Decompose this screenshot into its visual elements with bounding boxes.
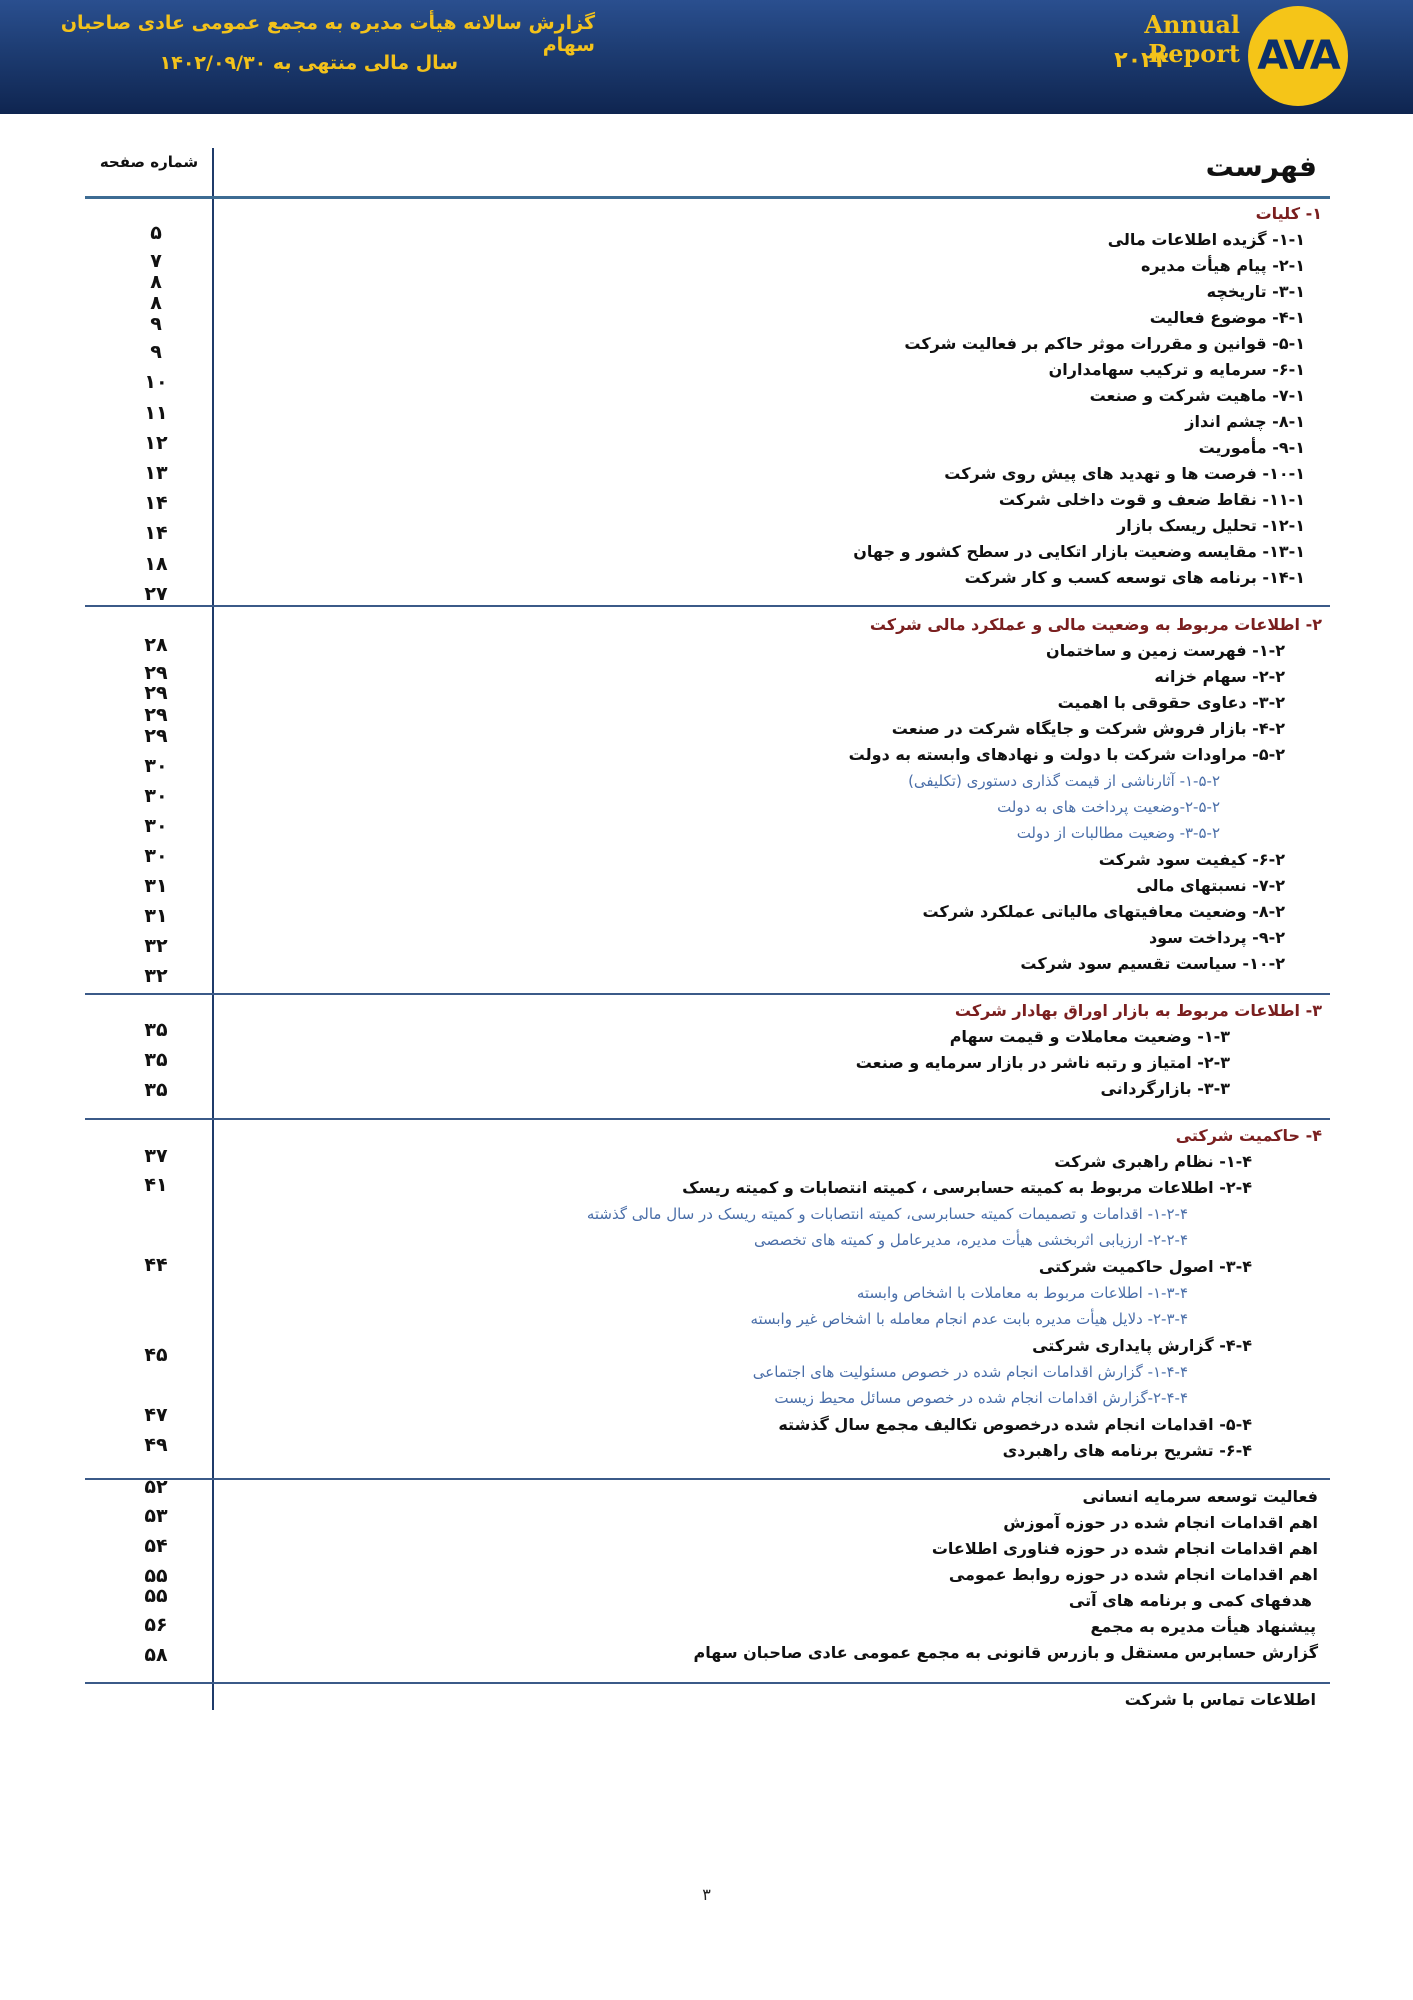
toc-entry[interactable]: ۲-۳- امتیاز و رتبه ناشر در بازار سرمایه و صنعت xyxy=(855,1053,1230,1072)
toc-entry[interactable]: ۵-۲- مراودات شرکت با دولت و نهادهای وابسته به دولت xyxy=(848,745,1285,764)
section-rule xyxy=(85,605,1330,607)
toc-entry[interactable]: ۲-۱- پیام هیأت مدیره xyxy=(1140,256,1305,275)
toc-page-number: ۳۲ xyxy=(144,965,168,987)
toc-page-number: ۴۵ xyxy=(144,1344,168,1366)
toc-entry[interactable]: ۲-۲-۴- ارزیابی اثربخشی هیأت مدیره، مدیرعامل و کمیته های تخصصی xyxy=(754,1231,1188,1249)
toc-page-number: ۳۱ xyxy=(144,875,168,897)
toc-page-number: ۸ xyxy=(150,271,162,293)
toc-entry[interactable]: ۱۰-۱- فرصت ها و تهدید های پیش روی شرکت xyxy=(944,464,1305,483)
logo-text: AVA xyxy=(1257,33,1339,79)
report-title-en: Annual Report xyxy=(1144,10,1240,68)
toc-page-number: ۵۵ xyxy=(144,1585,168,1607)
toc-entry[interactable]: ۲-۴- اطلاعات مربوط به کمیته حسابرسی ، کمیته انتصابات و کمیته ریسک xyxy=(682,1178,1252,1197)
toc-entry[interactable]: ۱-۴-۴- گزارش اقدامات انجام شده در خصوص مسئولیت های اجتماعی xyxy=(752,1363,1188,1381)
toc-entry[interactable]: ۱-۴- نظام راهبری شرکت xyxy=(1054,1152,1252,1171)
toc-entry[interactable]: ۱۰-۲- سیاست تقسیم سود شرکت xyxy=(1020,954,1285,973)
toc-page-number: ۹ xyxy=(150,313,162,335)
toc-entry[interactable]: ۶-۲- کیفیت سود شرکت xyxy=(1098,850,1285,869)
toc-entry[interactable]: ۸-۱- چشم انداز xyxy=(1185,412,1305,431)
toc-entry[interactable]: اطلاعات تماس با شرکت xyxy=(1124,1690,1316,1709)
toc-entry[interactable]: ۷-۱- ماهیت شرکت و صنعت xyxy=(1089,386,1305,405)
report-year: ۲۰۲۳ xyxy=(1114,48,1168,73)
toc-entry[interactable]: ۴-۲- بازار فروش شرکت و جایگاه شرکت در صنعت xyxy=(891,719,1285,738)
toc-entry[interactable]: ۱-۲- فهرست زمین و ساختمان xyxy=(1046,641,1285,660)
toc-page-number: ۵۴ xyxy=(144,1535,168,1557)
toc-title: فهرست xyxy=(1205,150,1317,183)
toc-page-number: ۵۲ xyxy=(144,1476,168,1498)
toc-page-number: ۵۳ xyxy=(144,1505,168,1527)
toc-page-number: ۲۹ xyxy=(144,725,168,747)
toc-page-number: ۲۷ xyxy=(144,583,168,605)
toc-entry[interactable]: ۱۲-۱- تحلیل ریسک بازار xyxy=(1117,516,1305,535)
toc-page-number: ۲۸ xyxy=(144,634,168,656)
toc-entry[interactable]: پیشنهاد هیأت مدیره به مجمع xyxy=(1090,1617,1316,1636)
toc-page-number: ۳۵ xyxy=(144,1079,168,1101)
toc-page-number: ۹ xyxy=(150,341,162,363)
company-logo xyxy=(1248,6,1348,106)
toc-page-number: ۵۸ xyxy=(144,1644,168,1666)
toc-page-number: ۸ xyxy=(150,292,162,314)
toc-entry[interactable]: ۱-۳- وضعیت معاملات و قیمت سهام xyxy=(949,1027,1230,1046)
toc-page-number: ۱۳ xyxy=(144,462,168,484)
toc-entry[interactable]: اهم اقدامات انجام شده در حوزه فناوری اطلاعات xyxy=(931,1539,1318,1558)
toc-page-number: ۳۵ xyxy=(144,1019,168,1041)
toc-entry[interactable]: ۵-۱- قوانین و مقررات موثر حاکم بر فعالیت شرکت xyxy=(904,334,1305,353)
toc-entry[interactable]: ۱۴-۱- برنامه های توسعه کسب و کار شرکت xyxy=(964,568,1305,587)
toc-entry[interactable]: ۴-۱- موضوع فعالیت xyxy=(1149,308,1305,327)
toc-entry[interactable]: ۶-۴- تشریح برنامه های راهبردی xyxy=(1002,1441,1252,1460)
toc-entry[interactable]: ۷-۲- نسبتهای مالی xyxy=(1136,876,1285,895)
toc-entry[interactable]: ۲-۲- سهام خزانه xyxy=(1154,667,1285,686)
toc-page-number: ۳۷ xyxy=(144,1145,168,1167)
toc-page-number: ۱۴ xyxy=(144,522,168,544)
toc-page-number: ۲۹ xyxy=(144,704,168,726)
section-rule xyxy=(85,1118,1330,1120)
toc-page-number: ۳۰ xyxy=(144,785,168,807)
toc-entry[interactable]: ۳-۳- بازارگردانی xyxy=(1100,1079,1230,1098)
toc-page-number: ۱۸ xyxy=(144,553,168,575)
section-rule xyxy=(85,1682,1330,1684)
page-header xyxy=(0,0,1413,114)
toc-entry[interactable]: ۱۱-۱- نقاط ضعف و قوت داخلی شرکت xyxy=(998,490,1305,509)
toc-page-number: ۱۴ xyxy=(144,492,168,514)
toc-page-number: ۵ xyxy=(150,222,162,244)
report-title-fa: گزارش سالانه هیأت مدیره به مجمع عمومی عادی صاحبان سهام xyxy=(60,12,595,56)
toc-page-number: ۵۶ xyxy=(144,1614,168,1636)
toc-entry[interactable]: فعالیت توسعه سرمایه انسانی xyxy=(1082,1487,1318,1506)
toc-page-number: ۴۷ xyxy=(144,1404,168,1426)
toc-entry[interactable]: ۱-۵-۲- آثارناشی از قیمت گذاری دستوری (تکلیفی) xyxy=(908,772,1220,790)
toc-entry[interactable]: اهم اقدامات انجام شده در حوزه آموزش xyxy=(1003,1513,1318,1532)
toc-entry[interactable]: هدفهای کمی و برنامه های آتی xyxy=(1068,1591,1312,1610)
toc-entry[interactable]: ۶-۱- سرمایه و ترکیب سهامداران xyxy=(1048,360,1305,379)
toc-entry[interactable]: ۹-۱- مأموریت xyxy=(1198,438,1305,457)
toc-entry[interactable]: ۸-۲- وضعیت معافیتهای مالیاتی عملکرد شرکت xyxy=(922,902,1285,921)
toc-entry[interactable]: ۱-۱- گزیده اطلاعات مالی xyxy=(1107,230,1305,249)
toc-section-entry[interactable]: ۴- حاکمیت شرکتی xyxy=(1175,1126,1322,1145)
fiscal-year-subtitle: سال مالی منتهی به ۱۴۰۲/۰۹/۳۰ xyxy=(159,52,458,74)
page-number-column-header: شماره صفحه xyxy=(99,153,199,171)
toc-section-entry[interactable]: ۳- اطلاعات مربوط به بازار اوراق بهادار شرکت xyxy=(954,1001,1322,1020)
toc-section-entry[interactable]: ۲- اطلاعات مربوط به وضعیت مالی و عملکرد مالی شرکت xyxy=(869,615,1322,634)
toc-entry[interactable]: ۳-۱- تاریخچه xyxy=(1206,282,1305,301)
section-rule xyxy=(85,993,1330,995)
toc-entry[interactable]: ۲-۵-۲-وضعیت پرداخت های به دولت xyxy=(997,798,1220,816)
toc-page-number: ۳۵ xyxy=(144,1049,168,1071)
toc-page-number: ۳۲ xyxy=(144,935,168,957)
toc-page-number: ۴۱ xyxy=(144,1174,168,1196)
toc-entry[interactable]: ۴-۴- گزارش پایداری شرکتی xyxy=(1032,1336,1252,1355)
toc-page-number: ۴۹ xyxy=(144,1434,168,1456)
toc-entry[interactable]: ۱۳-۱- مقایسه وضعیت بازار اتکایی در سطح کشور و جهان xyxy=(853,542,1305,561)
toc-entry[interactable]: ۳-۴- اصول حاکمیت شرکتی xyxy=(1038,1257,1252,1276)
toc-page-number: ۱۲ xyxy=(144,432,168,454)
toc-page-number: ۵۵ xyxy=(144,1565,168,1587)
toc-page-number: ۱۱ xyxy=(144,402,168,424)
toc-entry[interactable]: ۱-۳-۴- اطلاعات مربوط به معاملات با اشخاص وابسته xyxy=(856,1284,1188,1302)
toc-page-number: ۳۰ xyxy=(144,845,168,867)
toc-entry[interactable]: اهم اقدامات انجام شده در حوزه روابط عمومی xyxy=(948,1565,1318,1584)
toc-page-number: ۱۰ xyxy=(144,371,168,393)
toc-entry[interactable]: ۲-۳-۴- دلایل هیأت مدیره بابت عدم انجام معامله با اشخاص غیر وابسته xyxy=(750,1310,1188,1328)
toc-entry[interactable]: ۳-۲- دعاوی حقوقی با اهمیت xyxy=(1057,693,1285,712)
toc-entry[interactable]: ۱-۲-۴- اقدامات و تصمیمات کمیته حسابرسی، کمیته انتصابات و کمیته ریسک در سال مالی گذشته xyxy=(586,1205,1188,1223)
toc-entry[interactable]: ۹-۲- پرداخت سود xyxy=(1148,928,1285,947)
toc-entry[interactable]: گزارش حسابرس مستقل و بازرس قانونی به مجمع عمومی عادی صاحبان سهام xyxy=(693,1643,1318,1662)
header-rule xyxy=(85,196,1330,199)
toc-page-number: ۳۰ xyxy=(144,755,168,777)
toc-page-number: ۳۰ xyxy=(144,815,168,837)
footer-page-number: ۳ xyxy=(702,1885,711,1904)
toc-page-number: ۷ xyxy=(150,250,162,272)
toc-entry[interactable]: ۳-۵-۲- وضعیت مطالبات از دولت xyxy=(1016,824,1220,842)
toc-page-number: ۳۱ xyxy=(144,905,168,927)
toc-page-number: ۲۹ xyxy=(144,662,168,684)
toc-entry[interactable]: ۵-۴- اقدامات انجام شده درخصوص تکالیف مجمع سال گذشته xyxy=(778,1415,1252,1434)
toc-page-number: ۲۹ xyxy=(144,682,168,704)
toc-page-number: ۴۴ xyxy=(144,1254,168,1276)
toc-section-entry[interactable]: ۱- کلیات xyxy=(1255,204,1322,223)
toc-entry[interactable]: ۲-۴-۴-گزارش اقدامات انجام شده در خصوص مسائل محیط زیست xyxy=(774,1389,1188,1407)
section-rule xyxy=(85,1478,1330,1480)
column-divider xyxy=(212,148,214,1710)
